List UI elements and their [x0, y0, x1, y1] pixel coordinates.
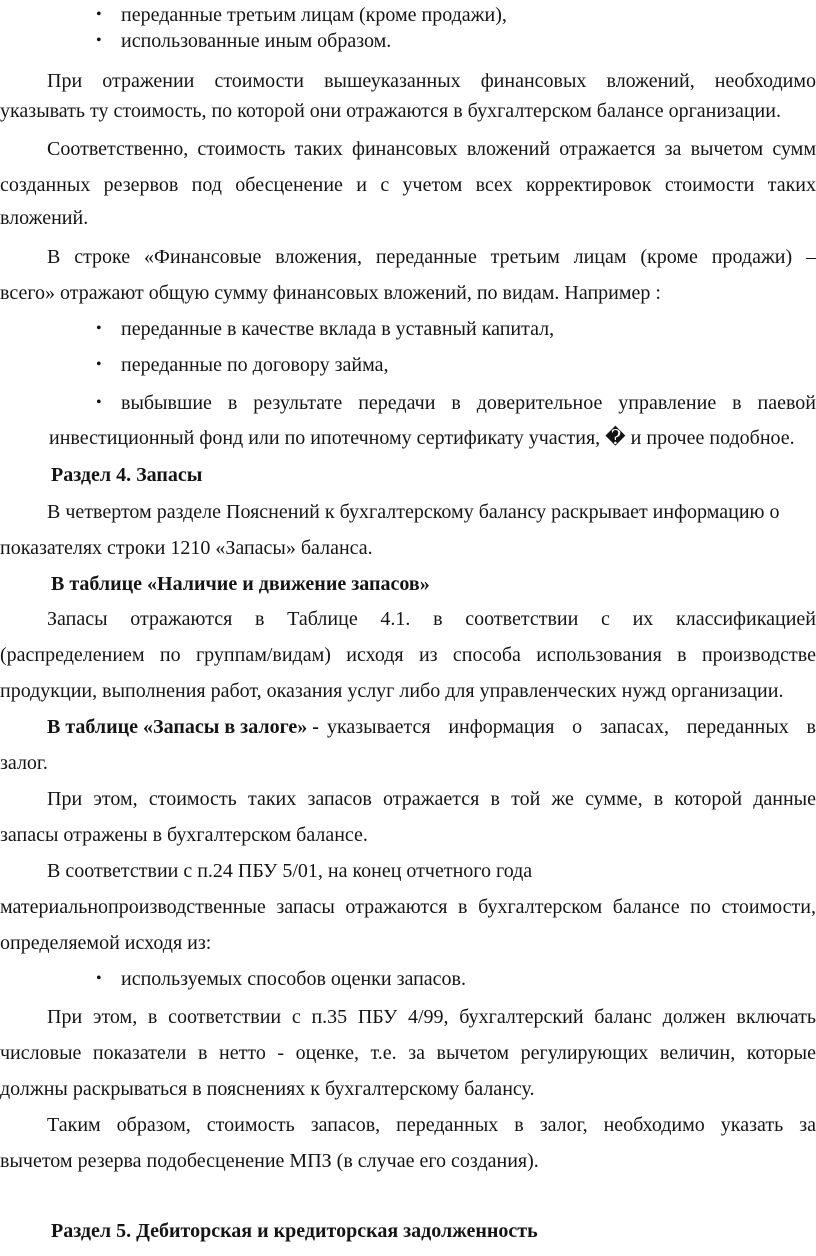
paragraph-line: залог.	[0, 752, 48, 774]
paragraph-line: созданных резервов под обесценение и с учетом всех корректировок стоимости таких	[0, 174, 816, 196]
paragraph-line: материальнопроизводственные запасы отражаются в бухгалтерском балансе по стоимости,	[0, 896, 816, 918]
bullet-icon: •	[96, 970, 102, 987]
paragraph-line: В четвертом разделе Пояснений к бухгалтерскому балансу раскрывает информацию о	[47, 501, 780, 523]
paragraph-line: всего» отражают общую сумму финансовых вложений, по видам. Например :	[0, 282, 661, 304]
paragraph-line: указывать ту стоимость, по которой они отражаются в бухгалтерском балансе организации.	[0, 100, 781, 122]
list-item-text: использованные иным образом.	[121, 30, 392, 52]
list-item-text: переданные по договору займа,	[121, 354, 389, 376]
paragraph-line: В таблице «Запасы в залоге» - указывается информация о запасах, переданных в	[47, 716, 816, 738]
list-item-text: переданные третьим лицам (кроме продажи),	[121, 4, 507, 26]
list-item-text-cont: инвестиционный фонд или по ипотечному сертификату участия, � и прочее подобное.	[49, 427, 795, 449]
paragraph-line: В строке «Финансовые вложения, переданные третьим лицам (кроме продажи) –	[47, 246, 816, 268]
paragraph-line: вычетом резерва подобесценение МПЗ (в случае его создания).	[0, 1150, 539, 1172]
paragraph-line: должны раскрываться в пояснениях к бухгалтерскому балансу.	[0, 1078, 535, 1100]
paragraph-line: вложений.	[0, 207, 89, 229]
paragraph-line: Соответственно, стоимость таких финансовых вложений отражается за вычетом сумм	[47, 138, 816, 160]
bullet-icon: •	[96, 320, 102, 337]
paragraph-line: показателях строки 1210 «Запасы» баланса.	[0, 537, 373, 559]
table-name-bold: В таблице «Запасы в залоге» -	[47, 716, 319, 738]
paragraph-line: числовые показатели в нетто - оценке, т.е. за вычетом регулирующих величин, которые	[0, 1042, 816, 1064]
paragraph-line: Таким образом, стоимость запасов, переданных в залог, необходимо указать за	[47, 1114, 816, 1136]
bullet-icon: •	[96, 394, 102, 411]
bullet-icon: •	[96, 6, 102, 23]
subsection-heading: В таблице «Наличие и движение запасов»	[51, 573, 430, 595]
section-heading: Раздел 4. Запасы	[51, 464, 203, 486]
list-item-text: выбывшие в результате передачи в доверительное управление в паевой	[121, 392, 816, 414]
paragraph-line: определяемой исходя из:	[0, 932, 212, 954]
bullet-icon: •	[96, 32, 102, 49]
paragraph-line: В соответствии с п.24 ПБУ 5/01, на конец отчетного года	[47, 860, 533, 882]
paragraph-line: (распределением по группам/видам) исходя из способа использования в производстве	[0, 644, 816, 666]
list-item-text: переданные в качестве вклада в уставный капитал,	[121, 318, 555, 340]
bullet-icon: •	[96, 356, 102, 373]
paragraph-line: При отражении стоимости вышеуказанных финансовых вложений, необходимо	[47, 70, 816, 92]
section-heading: Раздел 5. Дебиторская и кредиторская задолженность	[51, 1220, 538, 1242]
list-item-text: используемых способов оценки запасов.	[121, 968, 466, 990]
paragraph-line: При этом, стоимость таких запасов отражается в той же сумме, в которой данные	[47, 788, 816, 810]
paragraph-line: При этом, в соответствии с п.35 ПБУ 4/99, бухгалтерский баланс должен включать	[47, 1006, 816, 1028]
paragraph-line: запасы отражены в бухгалтерском балансе.	[0, 824, 368, 846]
paragraph-line: продукции, выполнения работ, оказания услуг либо для управленческих нужд организации.	[0, 680, 784, 702]
paragraph-line: Запасы отражаются в Таблице 4.1. в соответствии с их классификацией	[47, 608, 816, 630]
